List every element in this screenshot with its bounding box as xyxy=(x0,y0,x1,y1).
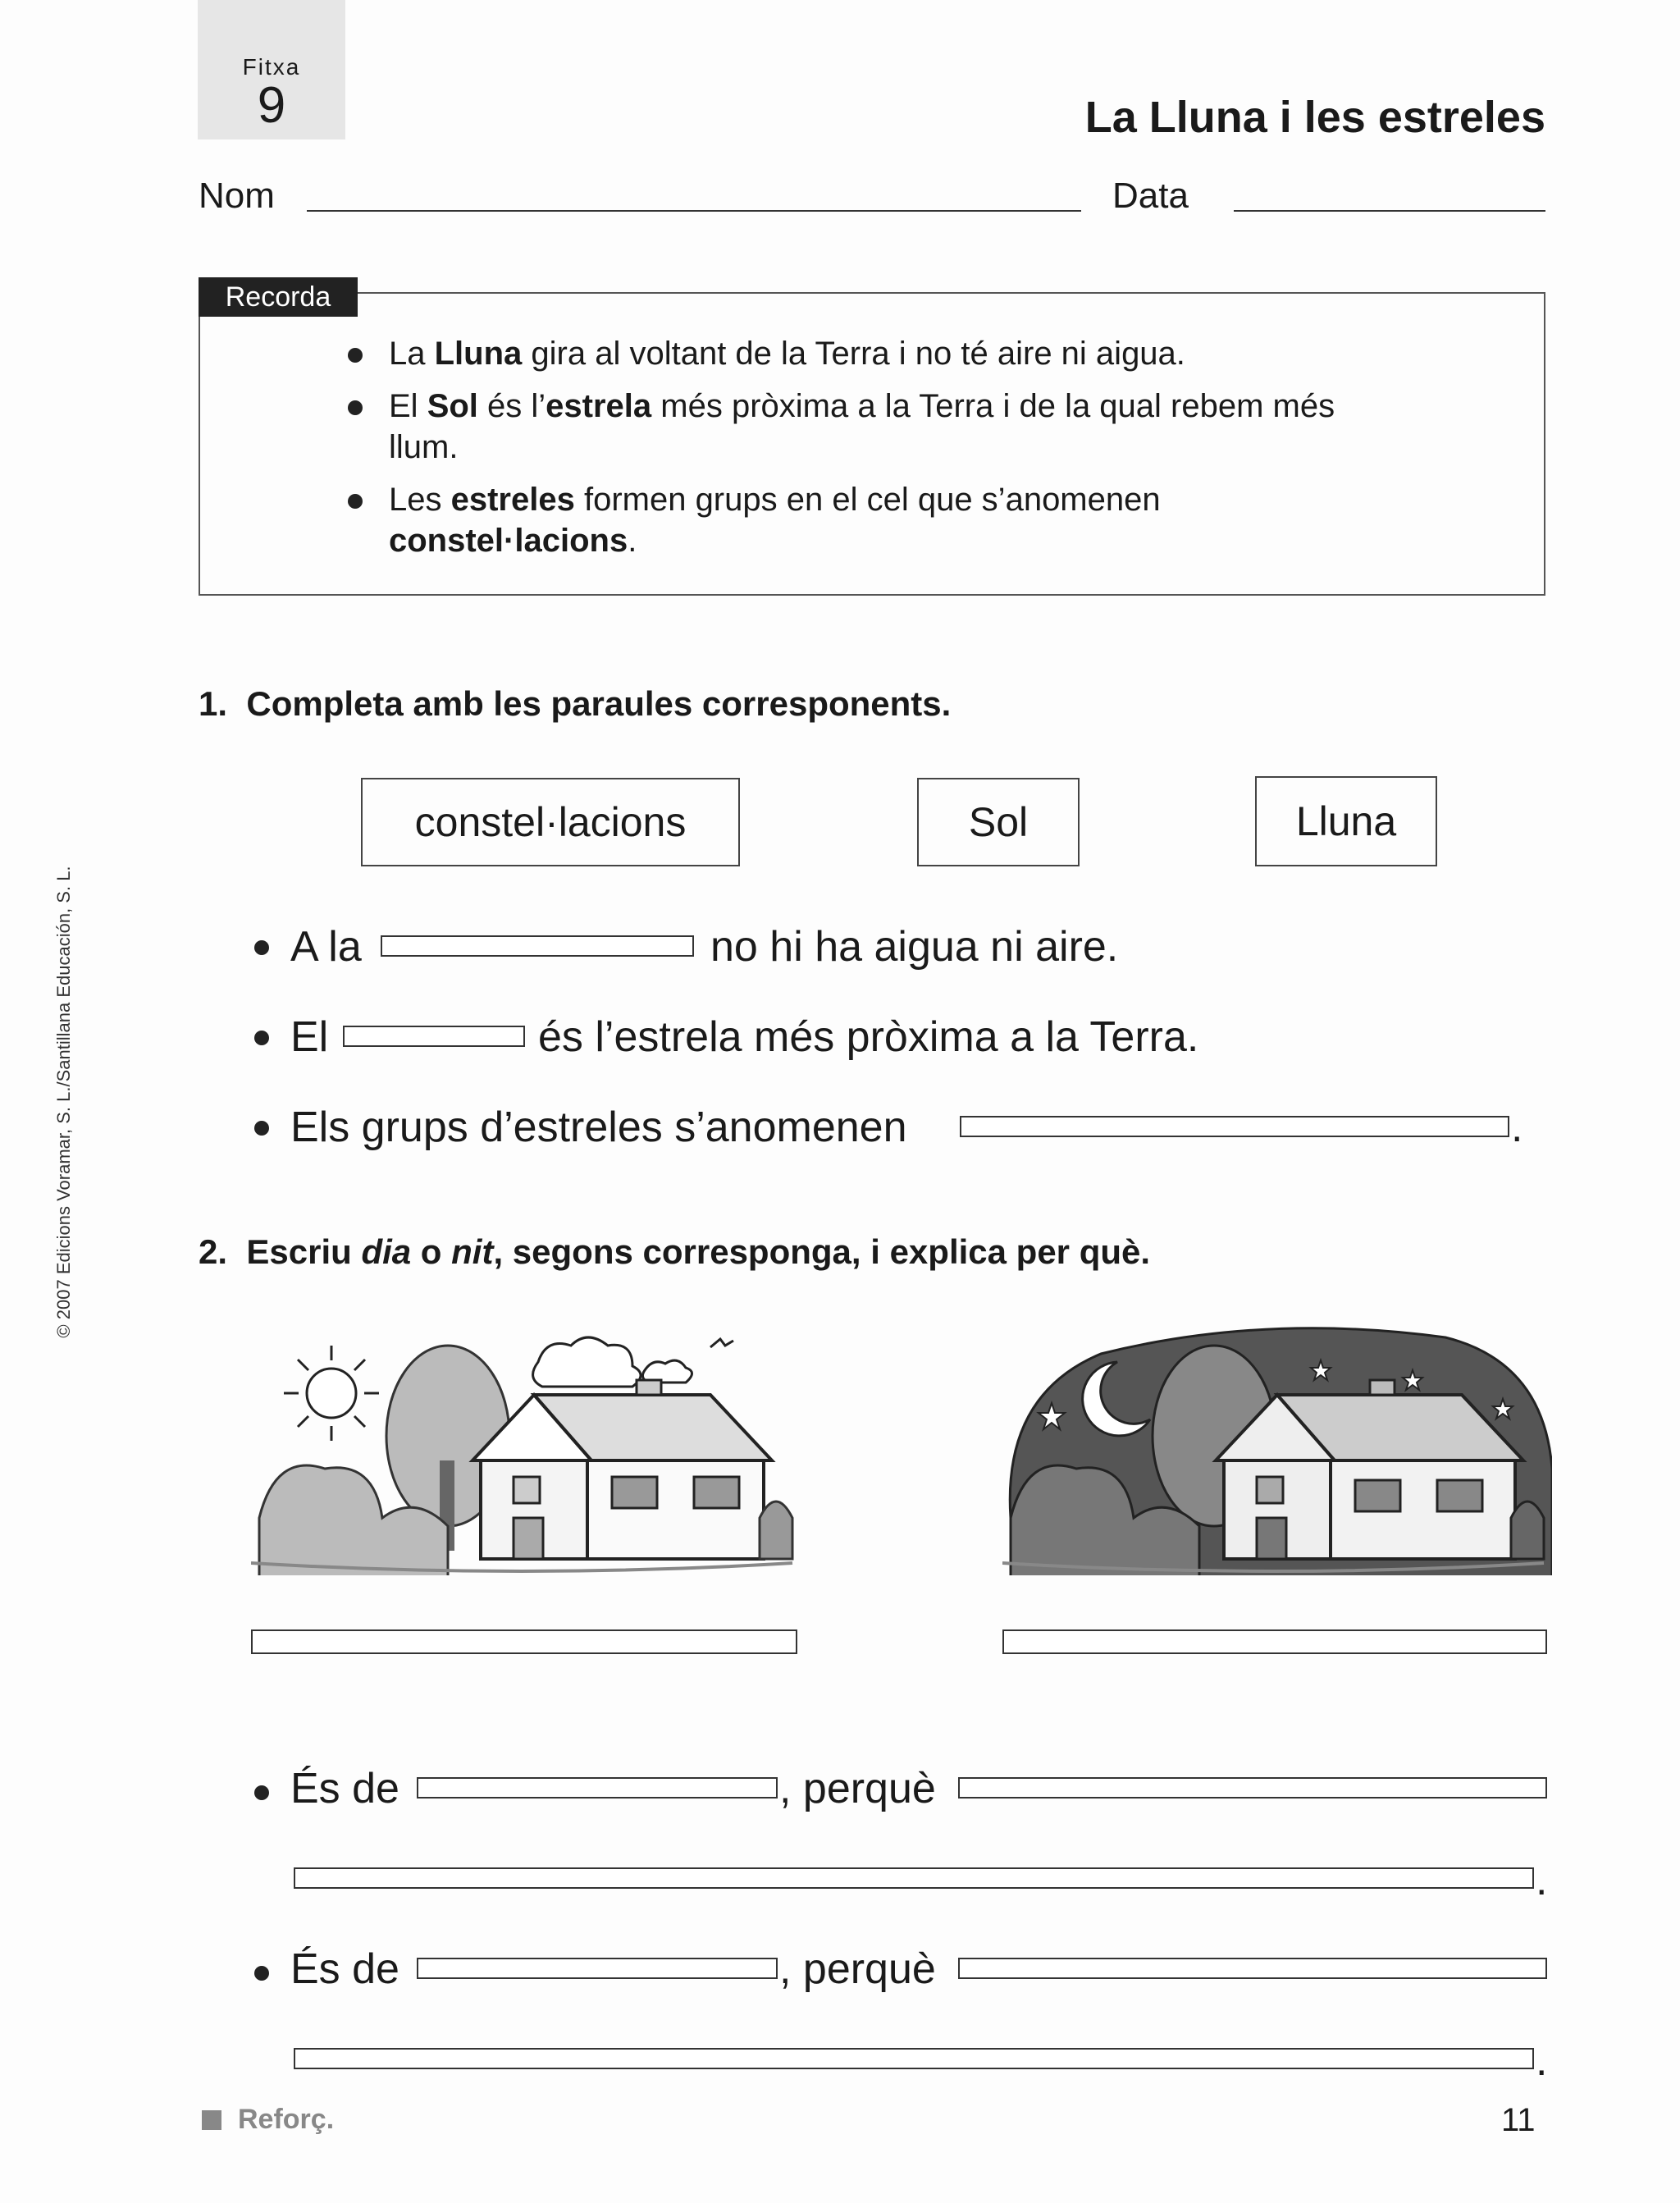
sentence-text: A la xyxy=(290,923,362,971)
exercise-1-heading: 1. Completa amb les paraules corresponents. xyxy=(199,684,952,723)
bullet-icon xyxy=(348,494,363,509)
answer-blank[interactable] xyxy=(417,1777,778,1799)
bullet-icon xyxy=(254,1966,269,1981)
word-box: Sol xyxy=(917,778,1080,866)
sentence-period: . xyxy=(1536,2037,1548,2085)
footer-square-icon xyxy=(202,2110,221,2130)
data-field[interactable] xyxy=(1234,210,1545,212)
answer-blank[interactable] xyxy=(343,1026,525,1047)
sentence-text: no hi ha aigua ni aire. xyxy=(710,923,1119,971)
night-house-scene-image xyxy=(1002,1313,1552,1575)
answer-blank[interactable] xyxy=(960,1116,1509,1137)
fitxa-badge xyxy=(198,0,345,139)
fitxa-label: Fitxa xyxy=(242,54,301,80)
day-house-scene-image xyxy=(251,1313,801,1575)
word-box: constel·lacions xyxy=(361,778,740,866)
sentence-text: És de xyxy=(290,1945,399,1993)
recorda-tag: Recorda xyxy=(199,277,358,317)
copyright-notice: © 2007 Edicions Voramar, S. L./Santillana Educación, S. L. xyxy=(53,866,74,1338)
sentence-text: És de xyxy=(290,1765,399,1812)
sentence-text: és l’estrela més pròxima a la Terra. xyxy=(538,1013,1199,1061)
answer-blank[interactable] xyxy=(958,1777,1547,1799)
recorda-item: Les estreles formen grups en el cel que s’anomenen constel·lacions. xyxy=(353,479,1386,561)
nom-field[interactable] xyxy=(307,210,1081,212)
bullet-icon xyxy=(254,1121,269,1136)
bullet-icon xyxy=(254,940,269,955)
sentence-text: El xyxy=(290,1013,329,1061)
day-night-answer-blank[interactable] xyxy=(1002,1629,1547,1654)
sentence-period: . xyxy=(1511,1104,1523,1151)
recorda-item: El Sol és l’estrela més pròxima a la Terra i de la qual rebem més llum. xyxy=(353,386,1386,468)
answer-blank[interactable] xyxy=(294,2048,1534,2069)
sentence-text: , perquè xyxy=(779,1765,936,1812)
answer-blank[interactable] xyxy=(294,1867,1534,1889)
recorda-item: La Lluna gira al voltant de la Terra i no té aire ni aigua. xyxy=(353,333,1386,374)
bullet-icon xyxy=(254,1031,269,1045)
word-box: Lluna xyxy=(1255,776,1437,866)
sentence-text: Els grups d’estreles s’anomenen xyxy=(290,1104,907,1151)
fitxa-number: 9 xyxy=(257,77,286,134)
page-number: 11 xyxy=(1501,2102,1536,2138)
sentence-period: . xyxy=(1536,1857,1548,1904)
bullet-icon xyxy=(254,1785,269,1800)
day-night-answer-blank[interactable] xyxy=(251,1629,797,1654)
answer-blank[interactable] xyxy=(958,1958,1547,1979)
answer-blank[interactable] xyxy=(417,1958,778,1979)
answer-blank[interactable] xyxy=(381,935,694,957)
page-title: La Lluna i les estreles xyxy=(1084,93,1545,142)
nom-label: Nom xyxy=(199,176,275,216)
data-label: Data xyxy=(1112,176,1189,216)
bullet-icon xyxy=(348,348,363,363)
footer-label: Reforç. xyxy=(238,2104,335,2135)
bullet-icon xyxy=(348,400,363,415)
exercise-2-heading: 2. Escriu dia o nit, segons corresponga, i explica per què. xyxy=(199,1232,1151,1271)
sentence-text: , perquè xyxy=(779,1945,936,1993)
